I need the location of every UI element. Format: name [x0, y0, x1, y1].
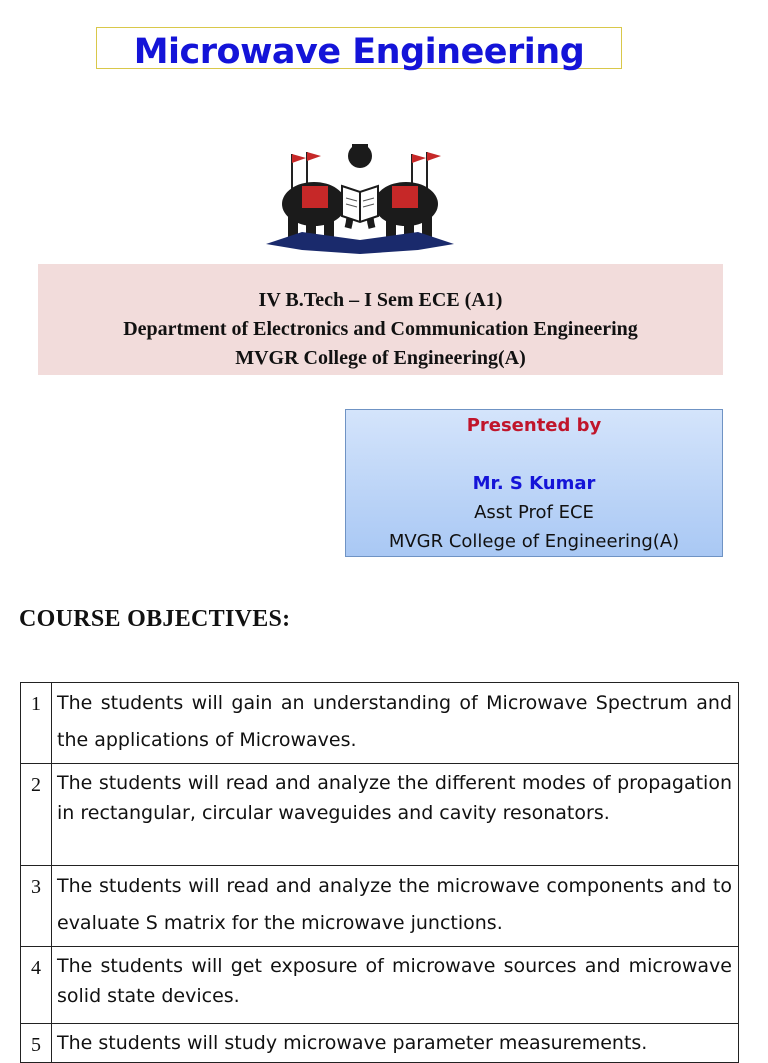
institution-emblem-icon — [262, 136, 458, 256]
course-semester: IV B.Tech – I Sem ECE (A1) — [258, 289, 503, 311]
presenter-box — [345, 409, 723, 557]
course-objectives-heading: COURSE OBJECTIVES: — [19, 606, 291, 632]
course-objectives-table — [20, 682, 739, 1063]
table-row — [21, 1024, 739, 1063]
page-title: Microwave Engineering — [96, 27, 622, 69]
objective-number: 2 — [21, 764, 52, 866]
objective-number: 5 — [21, 1024, 52, 1063]
objective-number: 4 — [21, 947, 52, 1024]
presenter-college: MVGR College of Engineering(A) — [388, 531, 680, 552]
table-row — [21, 947, 739, 1024]
objective-number: 3 — [21, 866, 52, 947]
college-name: MVGR College of Engineering(A) — [235, 347, 526, 369]
objective-text: The students will read and analyze the microwave components and to evaluate S matrix for the microwave junctions. — [52, 866, 739, 947]
objective-text: The students will gain an understanding of Microwave Spectrum and the applications of Microwaves. — [52, 683, 739, 764]
presenter-designation: Asst Prof ECE — [474, 502, 594, 523]
objective-text: The students will study microwave parameter measurements. — [52, 1024, 739, 1063]
department-info-box — [38, 264, 723, 375]
presented-by-label: Presented by — [466, 415, 602, 436]
table-row — [21, 764, 739, 866]
objective-text: The students will get exposure of microwave sources and microwave solid state devices. — [52, 947, 739, 1024]
objective-number: 1 — [21, 683, 52, 764]
table-row — [21, 866, 739, 947]
objective-text: The students will read and analyze the different modes of propagation in rectangular, circular waveguides and cavity resonators. — [52, 764, 739, 866]
table-row — [21, 683, 739, 764]
department-name: Department of Electronics and Communication Engineering — [123, 318, 638, 340]
presenter-name: Mr. S Kumar — [472, 473, 596, 494]
